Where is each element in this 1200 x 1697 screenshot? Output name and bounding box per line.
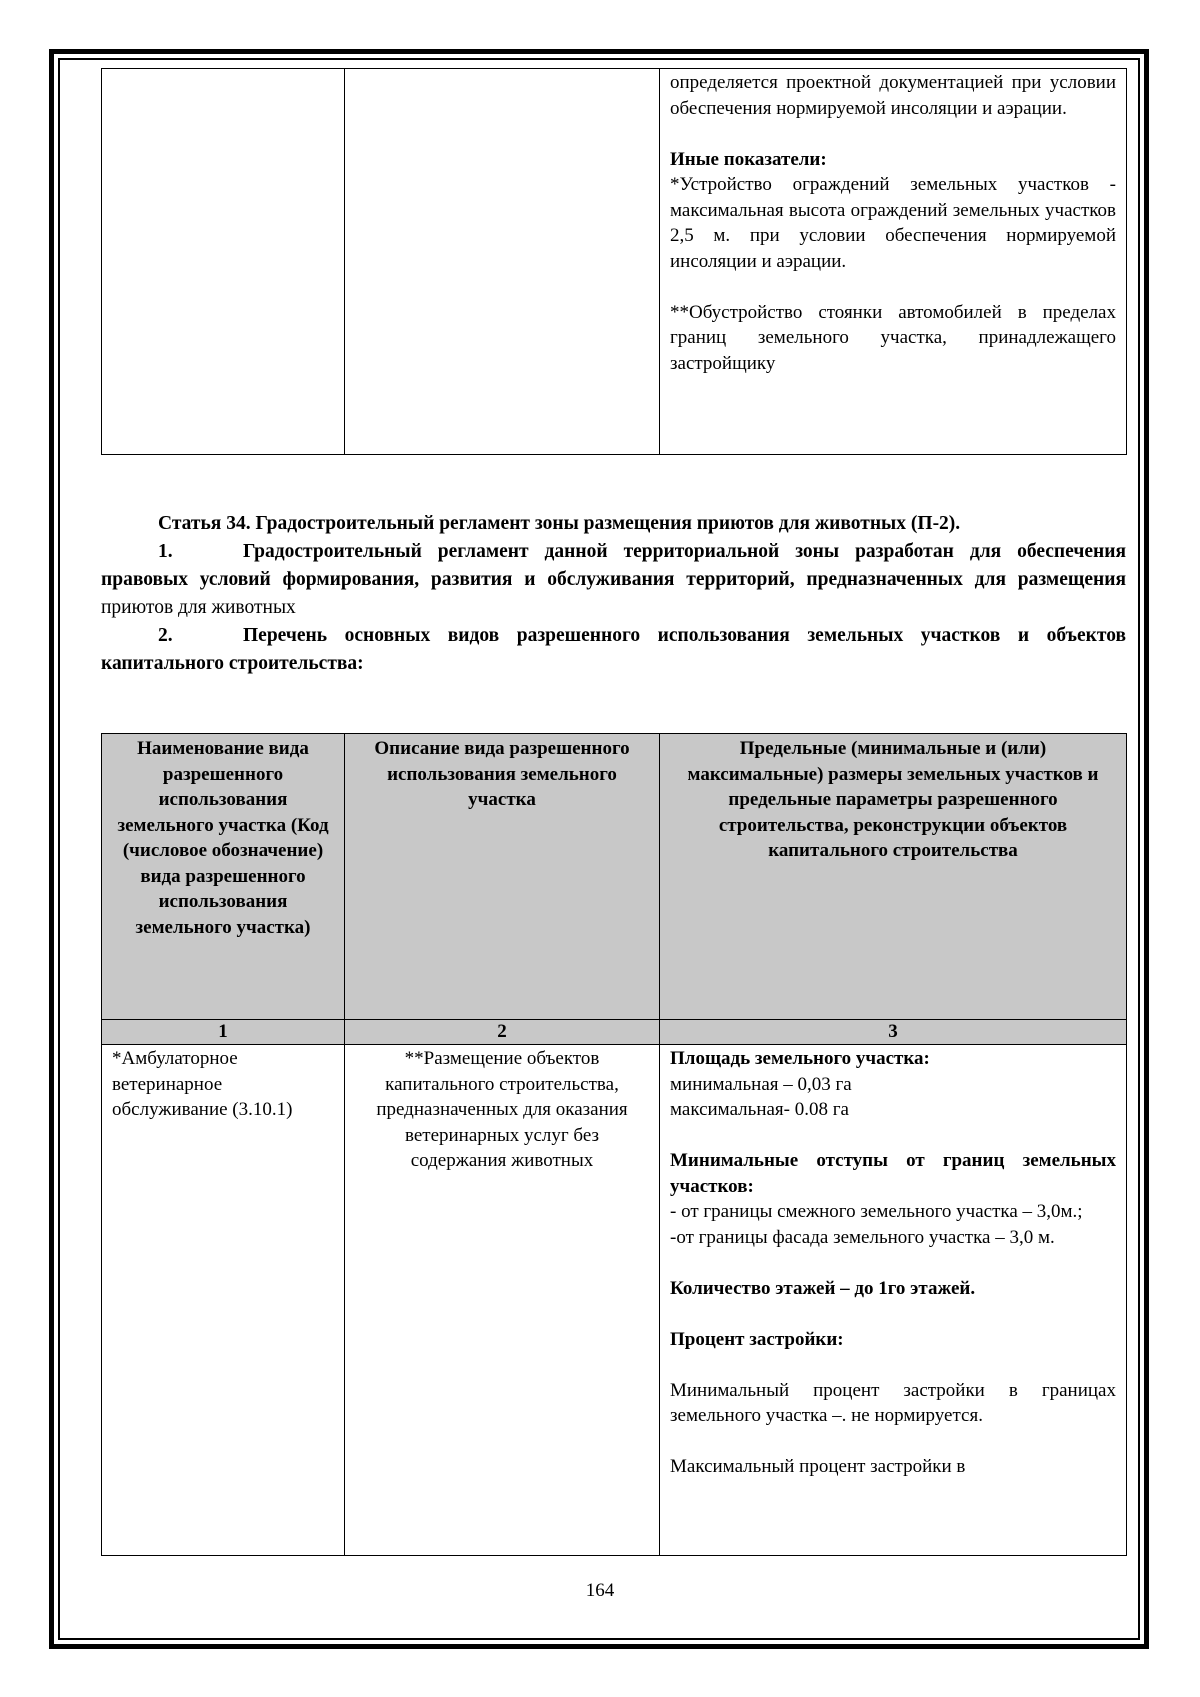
params-cell — [660, 69, 1127, 455]
area-heading: Площадь земельного участка: — [670, 1048, 930, 1069]
fence-text: *Устройство ограждений земельных участков - максимальная высота ограждений земельных участков 2,5 м. при условии обеспечения нормируемой инсоляции и аэрации. — [670, 174, 1116, 272]
column-number-1: 1 — [102, 1020, 345, 1045]
other-params-heading: Иные показатели: — [670, 148, 827, 170]
article-section — [101, 510, 1126, 678]
continued-table — [101, 68, 1127, 455]
parking-text: **Обустройство стоянки автомобилей в пределах границ земельного участка, принадлежащего застройщику — [670, 301, 1116, 374]
use-description-cell: **Размещение объектов капитального строительства, предназначенных для оказания ветеринарных услуг без содержания животных — [345, 1045, 660, 1556]
article-title: Статья 34. Градостроительный регламент зоны размещения приютов для животных (П-2). — [158, 513, 961, 534]
limits-cell — [660, 1045, 1127, 1556]
empty-cell-2 — [345, 69, 660, 455]
params-text-1: определяется проектной документацией при условии обеспечения нормируемой инсоляции и аэрации. — [670, 72, 1116, 119]
empty-cell-1 — [102, 69, 345, 455]
permitted-use-table — [101, 733, 1127, 1556]
percent-max: Максимальный процент застройки в — [670, 1456, 966, 1477]
use-name-cell: *Амбулаторное ветеринарное обслуживание (3.10.1) — [102, 1045, 345, 1556]
area-max: максимальная- 0.08 га — [670, 1099, 849, 1120]
setback-facade: -от границы фасада земельного участка – 3,0 м. — [670, 1226, 1055, 1248]
article-item-2: 2. Перечень основных видов разрешенного использования земельных участков и объектов капитального строительства: — [101, 625, 1126, 674]
column-number-3: 3 — [660, 1020, 1127, 1045]
header-col-2: Описание вида разрешенного использования земельного участка — [345, 734, 660, 1020]
header-col-1: Наименование вида разрешенного использования земельного участка (Код (числовое обозначение) вида разрешенного использования земельного участка) — [102, 734, 345, 1020]
floors-text: Количество этажей – до 1го этажей. — [670, 1277, 976, 1299]
percent-min: Минимальный процент застройки в границах земельного участка –. не нормируется. — [670, 1379, 1116, 1426]
column-number-2: 2 — [345, 1020, 660, 1045]
header-col-3: Предельные (минимальные и (или) максимальные) размеры земельных участков и предельные параметры разрешенного строительства, реконструкции объектов капитального строительства — [660, 734, 1127, 1020]
page-number: 164 — [585, 1580, 615, 1601]
area-min: минимальная – 0,03 га — [670, 1073, 852, 1095]
article-item-1: 1. Градостроительный регламент данной территориальной зоны разработан для обеспечения правовых условий формирования, развития и обслуживания территорий, предназначенных для размещения приютов для животных — [101, 541, 1126, 618]
percent-heading: Процент застройки: — [670, 1328, 844, 1350]
setback-heading: Минимальные отступы от границ земельных участков: — [670, 1150, 1116, 1197]
setback-neighbor: - от границы смежного земельного участка – 3,0м.; — [670, 1201, 1083, 1222]
